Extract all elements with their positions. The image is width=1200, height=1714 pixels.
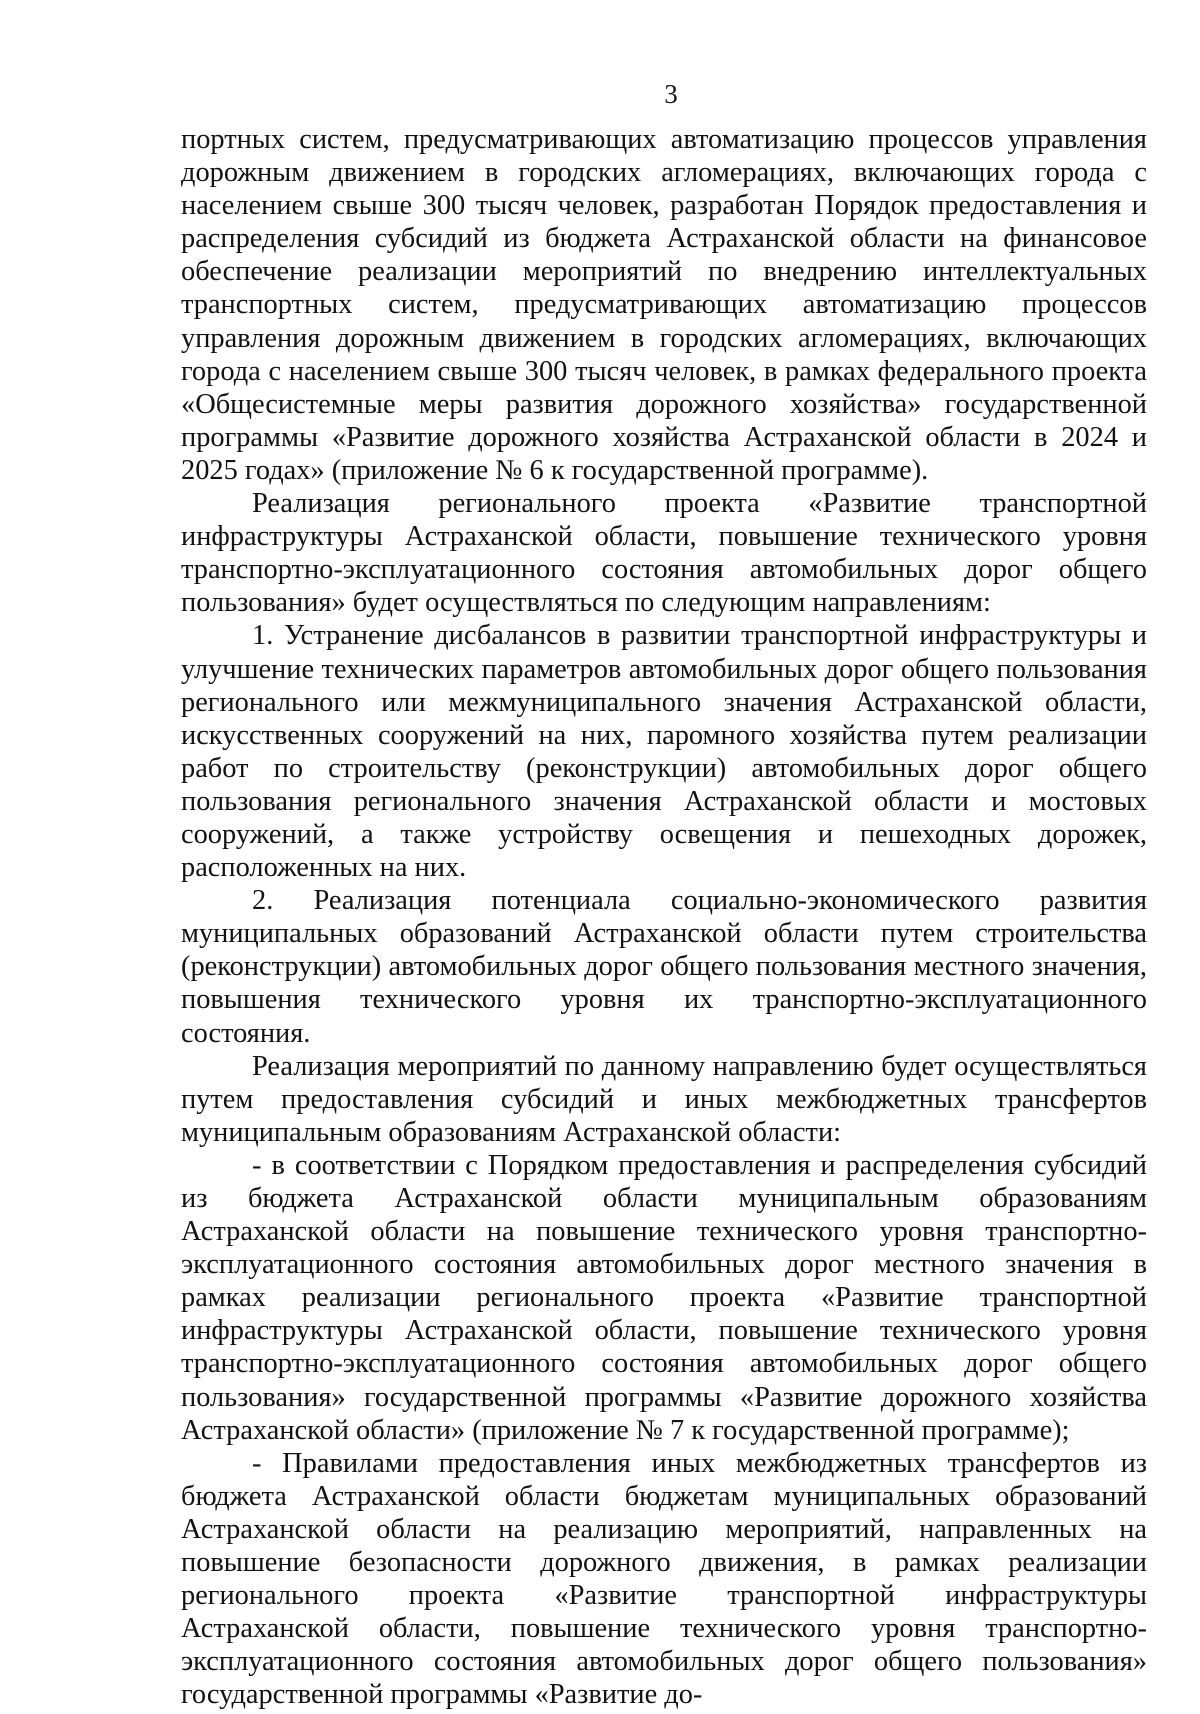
document-body xyxy=(181,123,1147,1712)
paragraph-direction-1: 1. Устранение дисбалансов в развитии транспортной инфраструктуры и улучшение технических параметров автомобильных дорог общего пользования регионального или межмуниципального значения Астраханской области, искусственных сооружений на них, паромного хозяйства путем реализации работ по строительству (реконструкции) автомобильных дорог общего пользования регионального значения Астраханской области и мостовых сооружений, а также устройству освещения и пешеходных дорожек, расположенных на них. xyxy=(181,620,1147,884)
paragraph-continuation: портных систем, предусматривающих автоматизацию процессов управления дорожным движением в городских агломерациях, включающих города с населением свыше 300 тысяч человек, разработан Порядок предоставления и распределения субсидий из бюджета Астраханской области на финансовое обеспечение реализации мероприятий по внедрению интеллектуальных транспортных систем, предусматривающих автоматизацию процессов управления дорожным движением в городских агломерациях, включающих города с населением свыше 300 тысяч человек, в рамках федерального проекта «Общесистемные меры развития дорожного хозяйства» государственной программы «Развитие дорожного хозяйства Астраханской области в 2024 и 2025 годах» (приложение № 6 к государственной программе). xyxy=(181,124,1147,486)
paragraph-direction-2: 2. Реализация потенциала социально-экономического развития муниципальных образований Астраханской области путем строительства (реконструкции) автомобильных дорог общего пользования местного значения, повышения технического уровня их транспортно-эксплуатационного состояния. xyxy=(181,885,1147,1049)
list-item-transfers: - Правилами предоставления иных межбюджетных трансфертов из бюджета Астраханской области бюджетам муниципальных образований Астраханской области на реализацию мероприятий, направленных на повышение безопасности дорожного движения, в рамках реализации регионального проекта «Развитие транспортной инфраструктуры Астраханской области, повышение технического уровня транспортно-эксплуатационного состояния автомобильных дорог общего пользования» государственной программы «Развитие до- xyxy=(181,1447,1147,1711)
list-item-subsidies: - в соответствии с Порядком предоставления и распределения субсидий из бюджета Астраханской области муниципальным образованиям Астраханской области на повышение технического уровня транспортно-эксплуатационного состояния автомобильных дорог местного значения в рамках реализации регионального проекта «Развитие транспортной инфраструктуры Астраханской области, повышение технического уровня транспортно-эксплуатационного состояния автомобильных дорог общего пользования» государственной программы «Развитие дорожного хозяйства Астраханской области» (приложение № 7 к государственной программе); xyxy=(181,1149,1147,1446)
paragraph-regional-project: Реализация регионального проекта «Развитие транспортной инфраструктуры Астраханской области, повышение технического уровня транспортно-эксплуатационного состояния автомобильных дорог общего пользования» будет осуществляться по следующим направлениям: xyxy=(181,488,1147,619)
page-number: 3 xyxy=(664,79,678,109)
paragraph-implementation: Реализация мероприятий по данному направлению будет осуществляться путем предоставления субсидий и иных межбюджетных трансфертов муниципальным образованиям Астраханской области: xyxy=(181,1050,1147,1148)
